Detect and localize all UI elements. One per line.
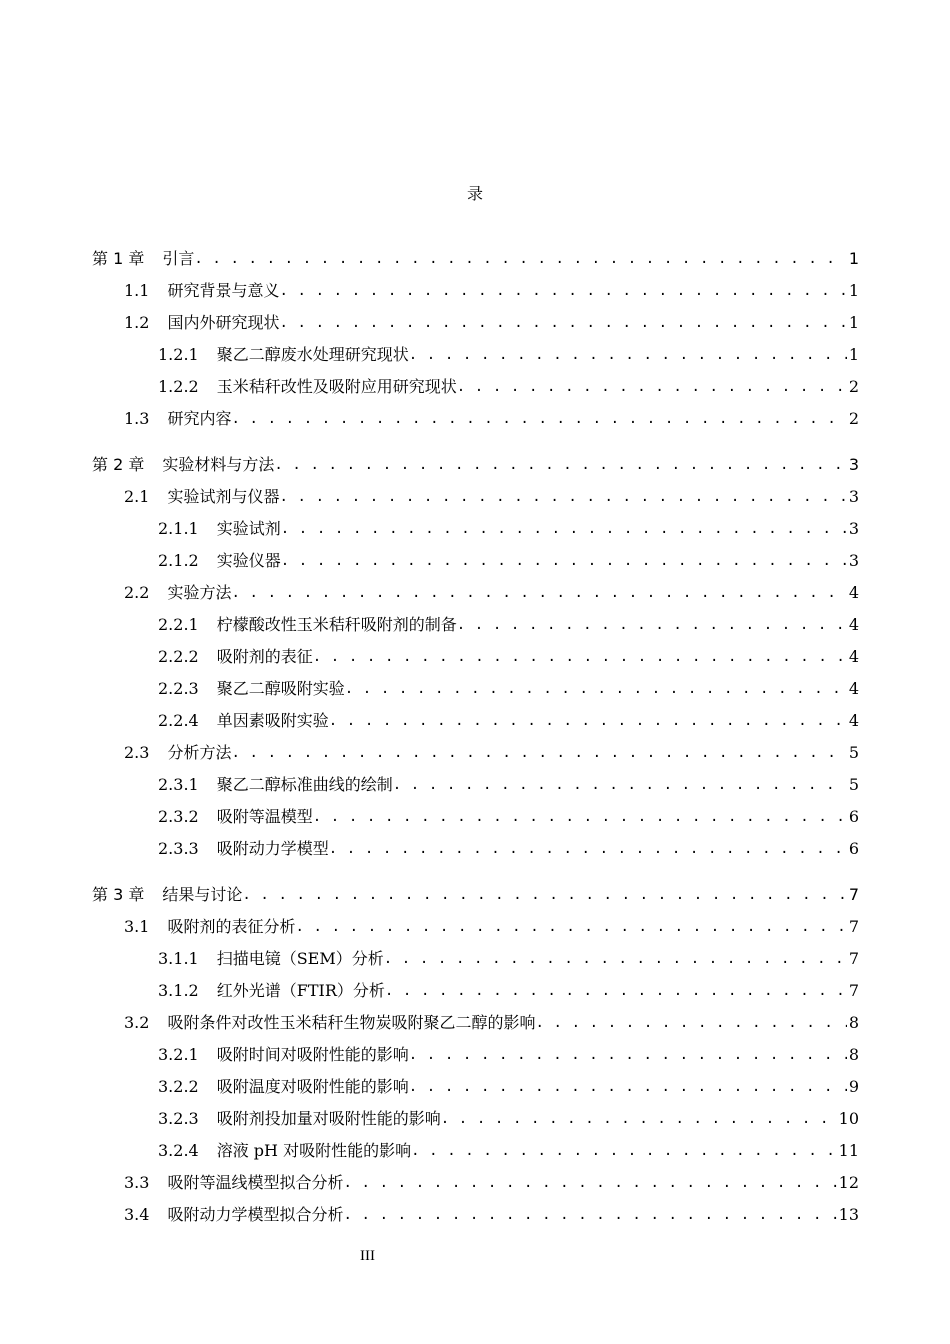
toc-entry-number: 2.3.3 [158,839,199,858]
toc-section-entry[interactable] [0,485,950,509]
toc-entry-number: 3.1.1 [158,949,199,968]
toc-dot-leader [281,517,847,541]
toc-entry-number: 2.2.4 [158,711,199,730]
toc-entry-title: 溶液 pH 对吸附性能的影响 [216,1141,412,1160]
toc-entry-number: 2.3.2 [158,807,199,826]
toc-page-number: 1 [848,345,859,364]
toc-dot-leader [281,549,847,573]
toc-entry-title: 吸附动力学模型拟合分析 [167,1205,344,1224]
toc-dot-leader [231,741,846,765]
toc-page-number: 6 [848,839,859,858]
toc-entry-title: 实验试剂与仪器 [167,487,280,506]
toc-subsection-entry[interactable] [0,837,950,861]
toc-entry-number: 2.1.1 [158,519,199,538]
toc-section-entry[interactable] [0,741,950,765]
toc-dot-leader [242,883,846,907]
toc-entry-title: 聚乙二醇废水处理研究现状 [216,345,409,364]
toc-dot-leader [457,375,847,399]
toc-subsection-entry[interactable] [0,1107,950,1131]
toc-entry-number: 1.2.1 [158,345,199,364]
toc-subsection-entry[interactable] [0,979,950,1003]
toc-dot-leader [343,1171,836,1195]
toc-entry-title: 单因素吸附实验 [216,711,329,730]
toc-subsection-entry[interactable] [0,709,950,733]
toc-entry-title: 吸附条件对改性玉米秸秆生物炭吸附聚乙二醇的影响 [167,1013,536,1032]
toc-page-number: 9 [848,1077,859,1096]
toc-entry-title: 引言 [162,249,195,268]
toc-dot-leader [313,805,847,829]
toc-entry-number: 2.2.1 [158,615,199,634]
toc-page-number: 8 [848,1013,859,1032]
toc-entry-number: 2.3 [124,743,150,762]
toc-dot-leader [279,485,846,509]
toc-section-entry[interactable] [0,311,950,335]
toc-entry-number: 2.2.3 [158,679,199,698]
toc-dot-leader [313,645,847,669]
toc-entry-number: 2.2.2 [158,647,199,666]
toc-entry-number: 3.2.1 [158,1045,199,1064]
toc-entry-title: 吸附剂的表征 [216,647,313,666]
page-number-footer: III [360,1248,375,1264]
toc-page-number: 4 [848,679,859,698]
toc-entry-title: 吸附动力学模型 [216,839,329,858]
toc-dot-leader [457,613,847,637]
toc-dot-leader [329,709,847,733]
toc-chapter-entry[interactable] [0,453,950,477]
toc-entry-title: 吸附等温模型 [216,807,313,826]
toc-subsection-entry[interactable] [0,1075,950,1099]
toc-subsection-entry[interactable] [0,1043,950,1067]
toc-entry-number: 第 2 章 [92,455,145,474]
toc-page-number: 3 [848,455,859,474]
toc-page-number: 7 [848,949,859,968]
toc-chapter-entry[interactable] [0,247,950,271]
toc-entry-title: 聚乙二醇吸附实验 [216,679,345,698]
toc-page-number: 12 [838,1173,859,1192]
toc-section-entry[interactable] [0,1011,950,1035]
toc-entry-number: 2.3.1 [158,775,199,794]
toc-entry-title: 研究内容 [167,409,232,428]
toc-subsection-entry[interactable] [0,947,950,971]
toc-entry-number: 第 1 章 [92,249,145,268]
toc-subsection-entry[interactable] [0,549,950,573]
toc-subsection-entry[interactable] [0,773,950,797]
toc-dot-leader [409,1075,847,1099]
page-title: 录 [466,184,483,203]
toc-entry-title: 吸附剂投加量对吸附性能的影响 [216,1109,441,1128]
toc-entry-number: 1.2 [124,313,150,332]
toc-dot-leader [279,311,846,335]
toc-page-number: 6 [848,807,859,826]
toc-dot-leader [194,247,846,271]
toc-entry-number: 1.1 [124,281,150,300]
toc-page-number: 11 [838,1141,859,1160]
toc-subsection-entry[interactable] [0,645,950,669]
toc-page-number: 3 [848,519,859,538]
toc-page-number: 7 [848,981,859,1000]
toc-entry-number: 3.3 [124,1173,150,1192]
toc-entry-number: 3.1 [124,917,150,936]
toc-page-number: 4 [848,615,859,634]
toc-section-entry[interactable] [0,1171,950,1195]
toc-section-entry[interactable] [0,279,950,303]
toc-entry-number: 3.1.2 [158,981,199,1000]
toc-dot-leader [295,915,846,939]
toc-entry-title: 国内外研究现状 [167,313,280,332]
toc-entry-number: 2.1 [124,487,150,506]
toc-dot-leader [343,1203,836,1227]
toc-entry-number: 1.2.2 [158,377,199,396]
toc-entry-title: 实验仪器 [216,551,281,570]
toc-entry-number: 3.2.3 [158,1109,199,1128]
toc-page-number: 1 [848,281,859,300]
toc-page-number: 5 [848,775,859,794]
toc-dot-leader [535,1011,846,1035]
toc-page-number: 1 [848,249,859,268]
toc-entry-number: 第 3 章 [92,885,145,904]
toc-page-number: 8 [848,1045,859,1064]
toc-subsection-entry[interactable] [0,613,950,637]
toc-subsection-entry[interactable] [0,805,950,829]
toc-page-number: 3 [848,551,859,570]
toc-section-entry[interactable] [0,407,950,431]
toc-entry-title: 实验试剂 [216,519,281,538]
toc-dot-leader [411,1139,837,1163]
toc-entry-number: 3.2.4 [158,1141,199,1160]
toc-entry-title: 扫描电镜（SEM）分析 [216,949,384,968]
toc-subsection-entry[interactable] [0,343,950,367]
toc-entry-number: 3.2 [124,1013,150,1032]
toc-page-number: 5 [848,743,859,762]
toc-page-number: 4 [848,647,859,666]
toc-dot-leader [231,407,846,431]
toc-section-entry[interactable] [0,581,950,605]
toc-page-number: 1 [848,313,859,332]
toc-page-number: 13 [838,1205,859,1224]
toc-entry-title: 聚乙二醇标准曲线的绘制 [216,775,393,794]
toc-page-number: 2 [848,377,859,396]
toc-subsection-entry[interactable] [0,677,950,701]
toc-entry-title: 研究背景与意义 [167,281,280,300]
toc-entry-title: 吸附剂的表征分析 [167,917,296,936]
toc-dot-leader [345,677,847,701]
toc-dot-leader [279,279,846,303]
toc-entry-title: 红外光谱（FTIR）分析 [216,981,385,1000]
toc-subsection-entry[interactable] [0,375,950,399]
toc-chapter-entry[interactable] [0,883,950,907]
toc-entry-title: 实验材料与方法 [162,455,275,474]
toc-dot-leader [384,947,847,971]
toc-dot-leader [329,837,847,861]
toc-entry-title: 玉米秸秆改性及吸附应用研究现状 [216,377,457,396]
toc-page-number: 4 [848,711,859,730]
toc-entry-title: 吸附时间对吸附性能的影响 [216,1045,409,1064]
toc-entry-number: 1.3 [124,409,150,428]
toc-subsection-entry[interactable] [0,517,950,541]
toc-entry-title: 实验方法 [167,583,232,602]
toc-dot-leader [409,1043,847,1067]
toc-entry-number: 2.2 [124,583,150,602]
toc-dot-leader [393,773,847,797]
toc-page-number: 7 [848,917,859,936]
toc-page-number: 3 [848,487,859,506]
toc-dot-leader [441,1107,837,1131]
toc-entry-number: 2.1.2 [158,551,199,570]
toc-entry-title: 吸附温度对吸附性能的影响 [216,1077,409,1096]
toc-page-number: 4 [848,583,859,602]
toc-entry-title: 吸附等温线模型拟合分析 [167,1173,344,1192]
toc-dot-leader [385,979,847,1003]
toc-section-entry[interactable] [0,915,950,939]
toc-entry-number: 3.4 [124,1205,150,1224]
toc-page-number: 2 [848,409,859,428]
toc-entry-title: 分析方法 [167,743,232,762]
toc-dot-leader [409,343,847,367]
toc-subsection-entry[interactable] [0,1139,950,1163]
toc-entry-title: 柠檬酸改性玉米秸秆吸附剂的制备 [216,615,457,634]
toc-dot-leader [274,453,846,477]
toc-entry-title: 结果与讨论 [162,885,243,904]
toc-dot-leader [231,581,846,605]
toc-section-entry[interactable] [0,1203,950,1227]
toc-page-number: 10 [838,1109,859,1128]
toc-entry-number: 3.2.2 [158,1077,199,1096]
toc-page-number: 7 [848,885,859,904]
